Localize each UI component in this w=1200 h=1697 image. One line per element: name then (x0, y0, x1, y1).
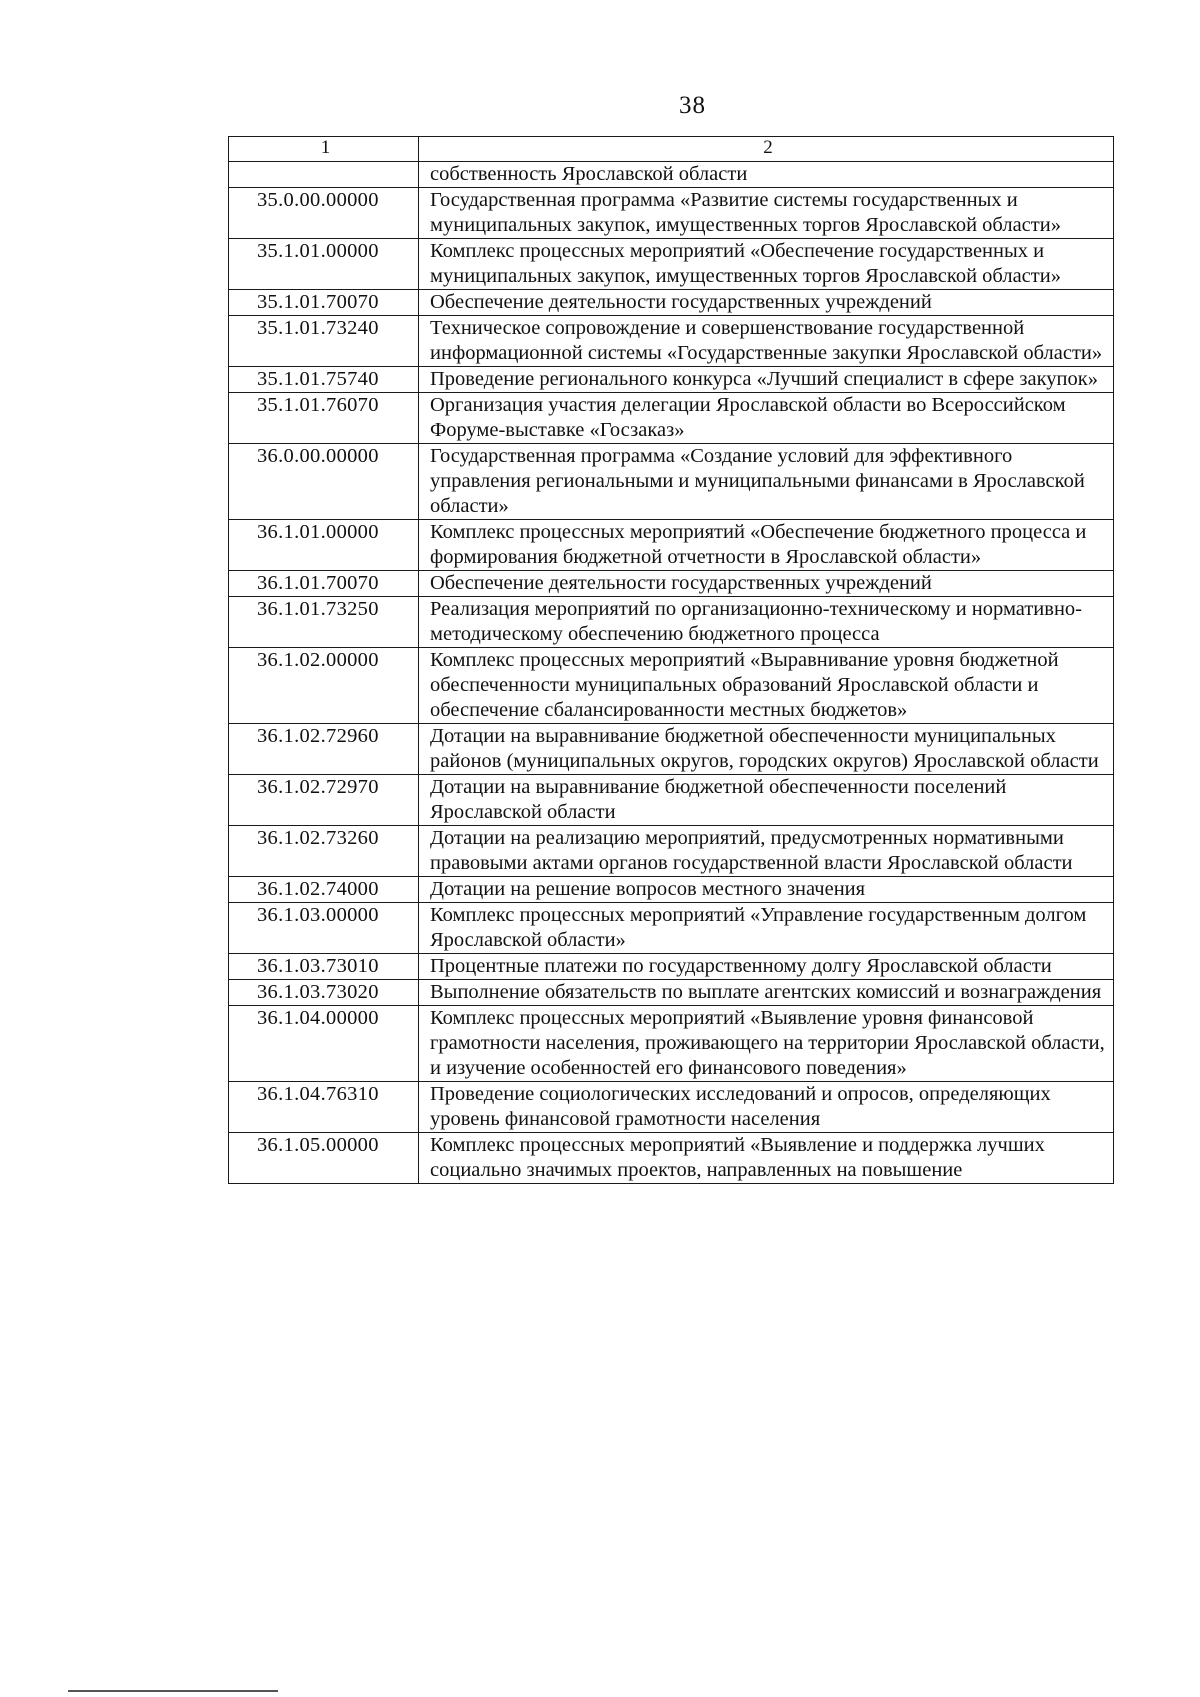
row-code: 36.1.03.73020 (229, 980, 419, 1006)
row-code: 36.1.02.72970 (229, 775, 419, 826)
table-row (229, 162, 1114, 188)
table-row (229, 290, 1114, 316)
footer-rule (68, 1690, 278, 1692)
row-code: 36.1.02.74000 (229, 877, 419, 903)
table-row (229, 1006, 1114, 1082)
row-description: Обеспечение деятельности государственных учреждений (419, 290, 1114, 316)
table-row (229, 877, 1114, 903)
row-description: Комплекс процессных мероприятий «Обеспечение государственных и муниципальных закупок, имущественных торгов Ярославской области» (419, 239, 1114, 290)
row-description: Проведение регионального конкурса «Лучший специалист в сфере закупок» (419, 367, 1114, 393)
column-header-description: 2 (419, 137, 1114, 162)
table-row (229, 393, 1114, 444)
row-code: 35.1.01.76070 (229, 393, 419, 444)
row-code: 36.1.02.72960 (229, 724, 419, 775)
row-code: 36.1.04.76310 (229, 1082, 419, 1133)
row-code: 36.0.00.00000 (229, 444, 419, 520)
row-description: Комплекс процессных мероприятий «Выравнивание уровня бюджетной обеспеченности муниципальных образований Ярославской области и обеспечение сбалансированности местных бюджетов» (419, 648, 1114, 724)
table-row (229, 367, 1114, 393)
table-row (229, 903, 1114, 954)
table-row (229, 775, 1114, 826)
row-code: 36.1.01.70070 (229, 571, 419, 597)
row-description: Техническое сопровождение и совершенствование государственной информационной системы «Государственные закупки Ярославской области» (419, 316, 1114, 367)
row-description: Комплекс процессных мероприятий «Выявление и поддержка лучших социально значимых проектов, направленных на повышение (419, 1133, 1114, 1184)
table-header (229, 137, 1114, 162)
row-code: 36.1.02.00000 (229, 648, 419, 724)
column-header-code: 1 (229, 137, 419, 162)
row-code: 36.1.03.00000 (229, 903, 419, 954)
row-description: собственность Ярославской области (419, 162, 1114, 188)
row-description: Дотации на решение вопросов местного значения (419, 877, 1114, 903)
table-row (229, 520, 1114, 571)
table-row (229, 597, 1114, 648)
row-description: Организация участия делегации Ярославской области во Всероссийском Форуме-выставке «Госзаказ» (419, 393, 1114, 444)
table-row (229, 316, 1114, 367)
row-description: Дотации на выравнивание бюджетной обеспеченности муниципальных районов (муниципальных округов, городских округов) Ярославской области (419, 724, 1114, 775)
row-code: 36.1.01.73250 (229, 597, 419, 648)
row-code: 36.1.05.00000 (229, 1133, 419, 1184)
table-body (229, 162, 1114, 1184)
row-description: Выполнение обязательств по выплате агентских комиссий и вознаграждения (419, 980, 1114, 1006)
row-code: 36.1.03.73010 (229, 954, 419, 980)
page-number: 38 (679, 92, 706, 119)
row-description: Дотации на выравнивание бюджетной обеспеченности поселений Ярославской области (419, 775, 1114, 826)
row-description: Обеспечение деятельности государственных учреждений (419, 571, 1114, 597)
row-description: Комплекс процессных мероприятий «Обеспечение бюджетного процесса и формирования бюджетной отчетности в Ярославской области» (419, 520, 1114, 571)
row-code: 36.1.02.73260 (229, 826, 419, 877)
row-description: Государственная программа «Развитие системы государственных и муниципальных закупок, имущественных торгов Ярославской области» (419, 188, 1114, 239)
row-code (229, 162, 419, 188)
row-description: Реализация мероприятий по организационно-техническому и нормативно-методическому обеспечению бюджетного процесса (419, 597, 1114, 648)
table-row (229, 1133, 1114, 1184)
row-description: Комплекс процессных мероприятий «Выявление уровня финансовой грамотности населения, проживающего на территории Ярославской области, и изучение особенностей его финансового поведения» (419, 1006, 1114, 1082)
table-row (229, 571, 1114, 597)
budget-classification-table (228, 136, 1114, 1184)
row-code: 36.1.01.00000 (229, 520, 419, 571)
table-row (229, 724, 1114, 775)
row-code: 35.1.01.70070 (229, 290, 419, 316)
row-code: 35.1.01.75740 (229, 367, 419, 393)
table-header-row (229, 137, 1114, 162)
row-description: Комплекс процессных мероприятий «Управление государственным долгом Ярославской области» (419, 903, 1114, 954)
row-description: Процентные платежи по государственному долгу Ярославской области (419, 954, 1114, 980)
table-row (229, 980, 1114, 1006)
table-row (229, 444, 1114, 520)
table-row (229, 239, 1114, 290)
row-description: Дотации на реализацию мероприятий, предусмотренных нормативными правовыми актами органов государственной власти Ярославской области (419, 826, 1114, 877)
row-description: Государственная программа «Создание условий для эффективного управления региональными и муниципальными финансами в Ярославской области» (419, 444, 1114, 520)
table-row (229, 954, 1114, 980)
row-code: 36.1.04.00000 (229, 1006, 419, 1082)
table-row (229, 188, 1114, 239)
table-row (229, 826, 1114, 877)
table-row (229, 1082, 1114, 1133)
table-row (229, 648, 1114, 724)
row-code: 35.0.00.00000 (229, 188, 419, 239)
row-code: 35.1.01.00000 (229, 239, 419, 290)
row-code: 35.1.01.73240 (229, 316, 419, 367)
row-description: Проведение социологических исследований и опросов, определяющих уровень финансовой грамотности населения (419, 1082, 1114, 1133)
